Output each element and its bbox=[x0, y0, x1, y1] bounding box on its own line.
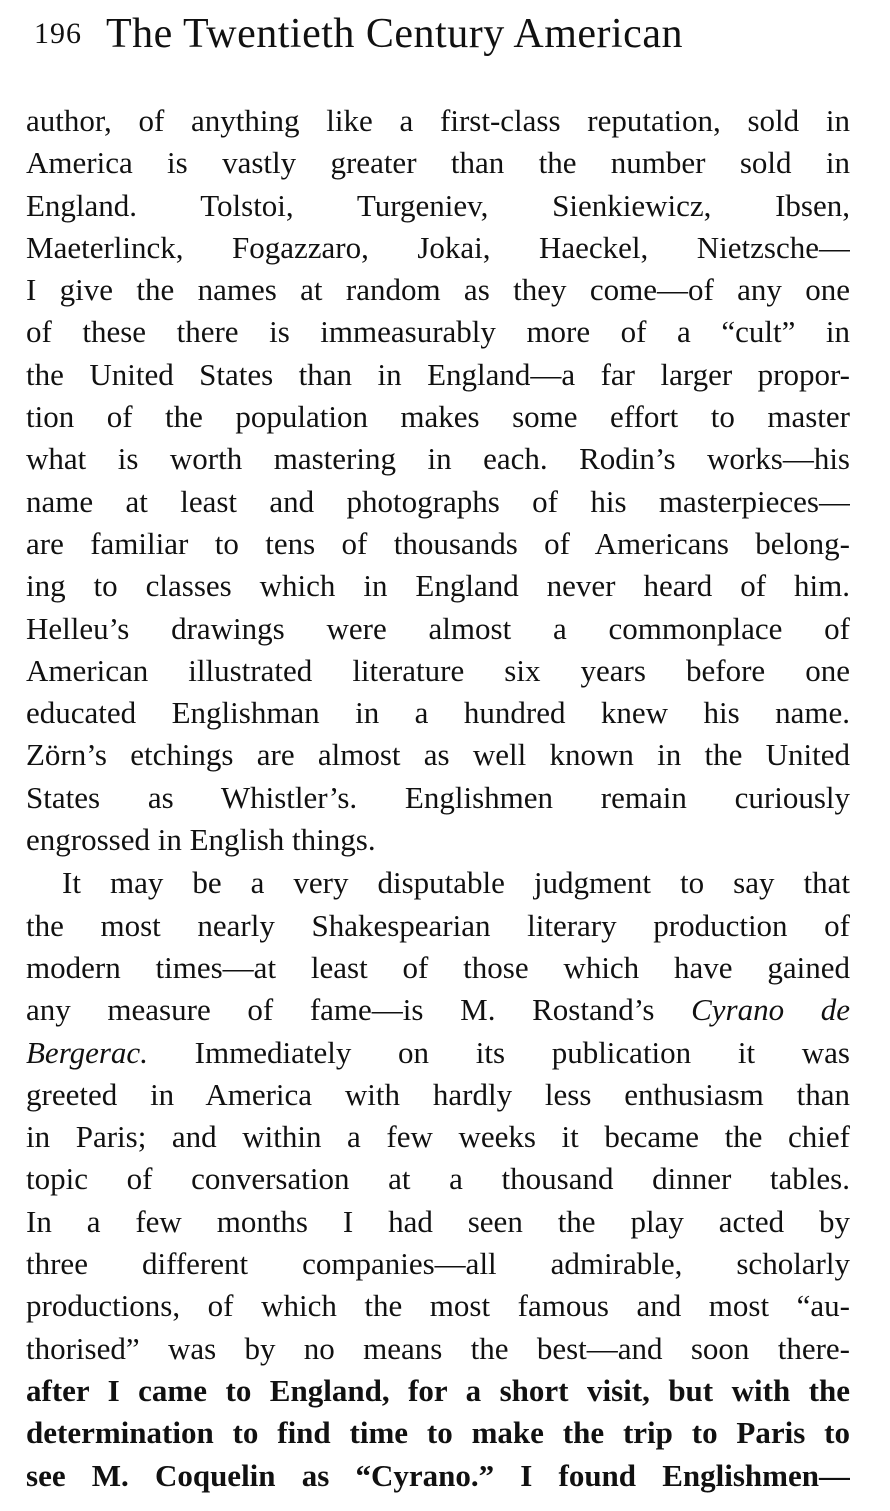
paragraph bbox=[26, 100, 850, 861]
text-line: I give the names at random as they come—of any one bbox=[26, 272, 850, 308]
text-line: determination to find time to make the trip to Paris to bbox=[26, 1415, 850, 1451]
page-header bbox=[34, 10, 814, 60]
text-line: the most nearly Shakespearian literary production of bbox=[26, 907, 850, 943]
text-line: American illustrated literature six years before one bbox=[26, 652, 850, 688]
text-line: Zörn’s etchings are almost as well known in the United bbox=[26, 737, 850, 773]
text-line: Maeterlinck, Fogazzaro, Jokai, Haeckel, Nietzsche— bbox=[26, 229, 850, 265]
text-line: the United States than in England—a far larger propor- bbox=[26, 356, 850, 392]
text-line: engrossed in English things. bbox=[26, 822, 376, 858]
text-line: It may be a very disputable judgment to say that bbox=[62, 865, 850, 901]
text-line: America is vastly greater than the number sold in bbox=[26, 145, 850, 181]
text-line: modern times—at least of those which have gained bbox=[26, 949, 850, 985]
text-line: are familiar to tens of thousands of Americans belong- bbox=[26, 525, 850, 561]
text-line: of these there is immeasurably more of a “cult” in bbox=[26, 314, 850, 350]
text-line: topic of conversation at a thousand dinner tables. bbox=[26, 1161, 850, 1197]
text-line: name at least and photographs of his masterpieces— bbox=[26, 483, 850, 519]
text-line: England. Tolstoi, Turgeniev, Sienkiewicz, Ibsen, bbox=[26, 187, 850, 223]
text-line: thorised” was by no means the best—and soon there- bbox=[26, 1330, 850, 1366]
text-line: after I came to England, for a short visit, but with the bbox=[26, 1372, 850, 1408]
text-line: ing to classes which in England never heard of him. bbox=[26, 568, 850, 604]
text-segment: Immediately on its publication it was bbox=[194, 1034, 850, 1070]
italic-title: Cyrano de bbox=[691, 992, 850, 1028]
text-segment: any measure of fame—is M. Rostand’s bbox=[26, 992, 655, 1028]
text-line: tion of the population makes some effort to master bbox=[26, 399, 850, 435]
text-line: States as Whistler’s. Englishmen remain curiously bbox=[26, 779, 850, 815]
text-line: three different companies—all admirable, scholarly bbox=[26, 1246, 850, 1282]
text-line: educated Englishman in a hundred knew his name. bbox=[26, 695, 850, 731]
text-line: Helleu’s drawings were almost a commonplace of bbox=[26, 610, 850, 646]
running-title: The Twentieth Century American bbox=[106, 11, 683, 57]
italic-title: Bergerac. bbox=[26, 1034, 148, 1070]
text-line: in Paris; and within a few weeks it became the chief bbox=[26, 1119, 850, 1155]
text-line: In a few months I had seen the play acted by bbox=[26, 1203, 850, 1239]
text-line: author, of anything like a first-class reputation, sold in bbox=[26, 103, 850, 138]
text-line: see M. Coquelin as “Cyrano.” I found Englishmen— bbox=[26, 1457, 850, 1493]
page-number: 196 bbox=[34, 17, 82, 50]
text-line: greeted in America with hardly less enthusiasm than bbox=[26, 1076, 850, 1112]
text-line bbox=[26, 989, 850, 1031]
paragraph bbox=[26, 862, 850, 1496]
text-line bbox=[26, 1032, 850, 1074]
body-text bbox=[26, 100, 850, 1497]
text-line: what is worth mastering in each. Rodin’s works—his bbox=[26, 441, 850, 477]
text-line: productions, of which the most famous and most “au- bbox=[26, 1288, 850, 1324]
